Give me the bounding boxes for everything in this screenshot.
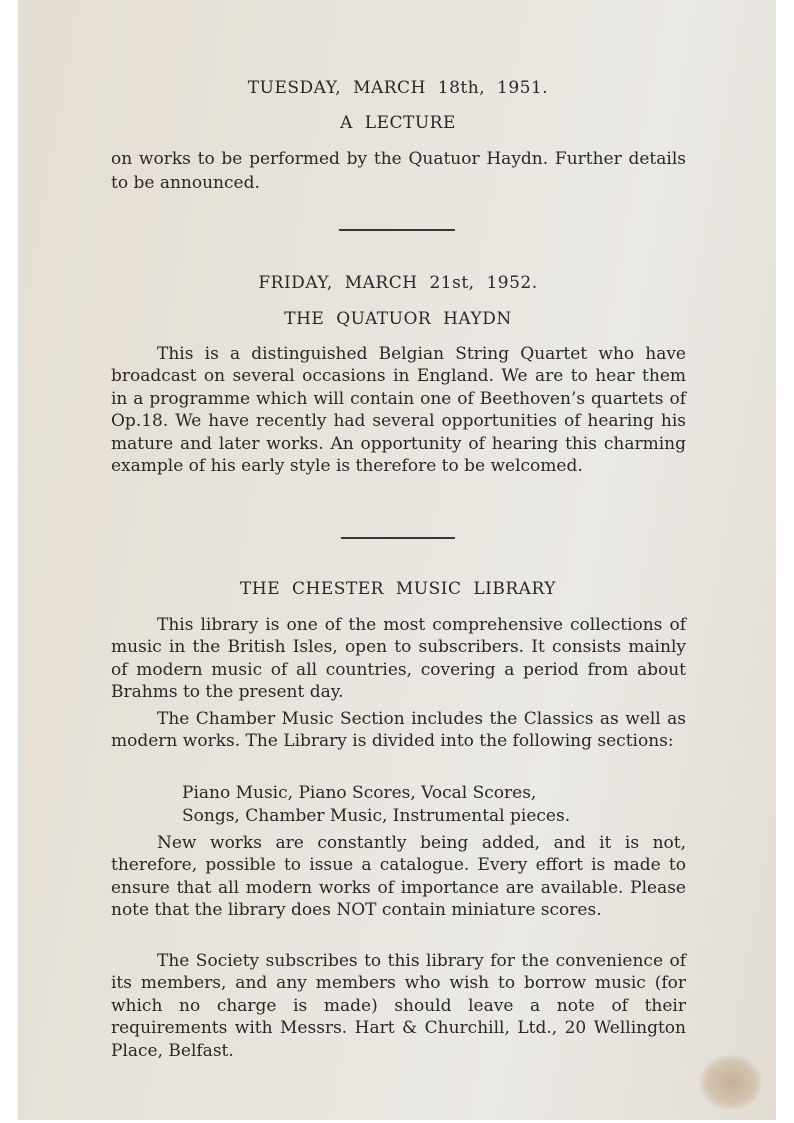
concert-date: FRIDAY, MARCH 21st, 1952. bbox=[258, 273, 538, 293]
concert-title: THE QUATUOR HAYDN bbox=[284, 309, 512, 329]
library-sections-line-1: Piano Music, Piano Scores, Vocal Scores, bbox=[182, 783, 537, 803]
divider-1 bbox=[339, 229, 455, 231]
lecture-description: on works to be performed by the Quatuor Haydn. Further details to be announced. bbox=[111, 149, 686, 193]
library-paragraph-1: This library is one of the most comprehensive collections of music in the British Isles, open to subscribers. It consists mainly of modern music of all countries, covering a period from about Brahms to the present day. bbox=[111, 615, 686, 703]
lecture-date: TUESDAY, MARCH 18th, 1951. bbox=[247, 78, 549, 98]
divider-2 bbox=[341, 537, 455, 539]
concert-description: This is a distinguished Belgian String Quartet who have broadcast on several occasions in England. We are to hear them in a programme which will contain one of Beethoven’s quartets of Op.18. We have recently had several opportunities of hearing his mature and later works. An opportunity of hearing this charming example of his early style is therefore to be welcomed. bbox=[111, 344, 686, 477]
library-title: THE CHESTER MUSIC LIBRARY bbox=[240, 579, 556, 599]
lecture-title: A LECTURE bbox=[340, 113, 456, 133]
library-paragraph-4: The Society subscribes to this library for the convenience of its members, and any members who wish to borrow music (for which no charge is made) should leave a note of their requirements with Messrs. Hart & Churchill, Ltd., 20 Wellington Place, Belfast. bbox=[111, 951, 686, 1061]
library-sections-line-2: Songs, Chamber Music, Instrumental pieces. bbox=[182, 806, 571, 826]
library-paragraph-2: The Chamber Music Section includes the Classics as well as modern works. The Library is divided into the following sections: bbox=[111, 709, 686, 752]
stain-mark bbox=[700, 1055, 762, 1110]
library-paragraph-3: New works are constantly being added, and it is not, therefore, possible to issue a catalogue. Every effort is made to ensure that all modern works of importance are available. Please note that the library does NOT contain miniature scores. bbox=[111, 833, 686, 921]
